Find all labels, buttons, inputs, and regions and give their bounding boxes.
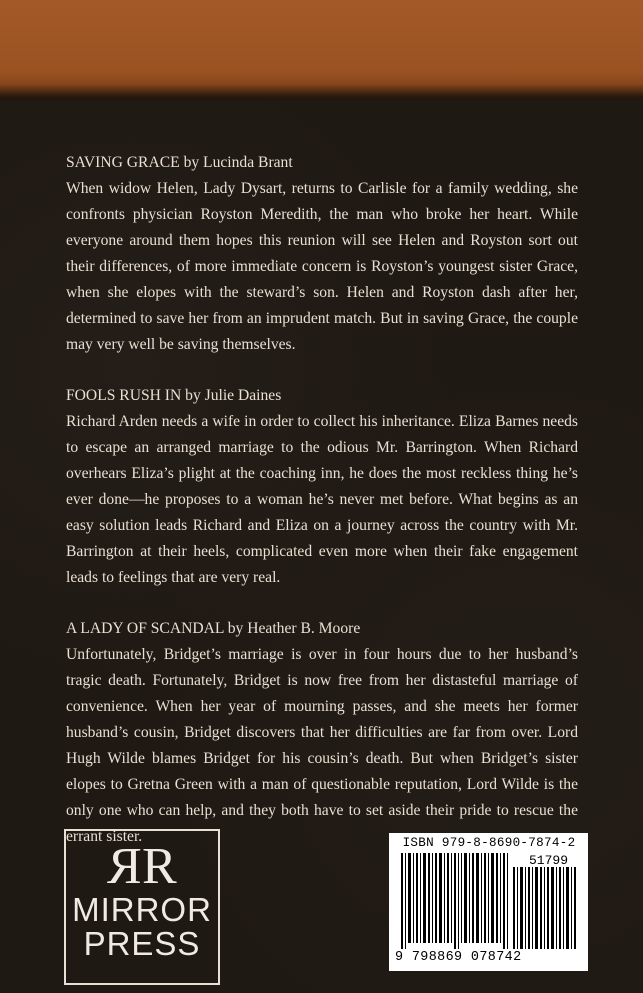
- book-author: by Heather B. Moore: [227, 620, 361, 637]
- book-entry-a-lady-of-scandal: [66, 616, 578, 850]
- book-author: by Julie Daines: [185, 387, 282, 404]
- book-author: by Lucinda Brant: [183, 154, 293, 171]
- book-title: SAVING GRACE: [66, 154, 180, 171]
- isbn-label: ISBN 979-8-8690-7874-2: [402, 836, 576, 850]
- mirror-press-logo: [64, 829, 220, 985]
- logo-line-press: PRESS: [83, 925, 201, 962]
- book-heading: [66, 150, 578, 176]
- blurb-section: [66, 150, 578, 875]
- book-heading: [66, 616, 578, 642]
- rr-monogram-normal: R: [142, 838, 175, 895]
- rr-monogram-mirrored: R: [109, 838, 142, 895]
- book-title: A LADY OF SCANDAL: [66, 620, 224, 637]
- rr-monogram: [66, 838, 218, 895]
- book-entry-fools-rush-in: [66, 383, 578, 591]
- book-entry-saving-grace: [66, 150, 578, 358]
- barcode-digits: 9 798869 078742: [395, 950, 522, 965]
- isbn-barcode: [389, 833, 588, 971]
- book-title: FOOLS RUSH IN: [66, 387, 182, 404]
- book-blurb: When widow Helen, Lady Dysart, returns to Carlisle for a family wedding, she confronts physician Royston Meredith, the man who broke her heart. While everyone around them hopes this reunion will see Helen and Royston sort out their differences, of more immediate concern is Royston’s youngest sister Grace, when she elopes with the steward’s son. Helen and Royston dash after her, determined to save her from an imprudent match. But in saving Grace, the couple may very well be saving themselves.: [66, 180, 578, 353]
- price-addon-code: 51799: [529, 853, 569, 868]
- book-heading: [66, 383, 578, 409]
- book-blurb: Richard Arden needs a wife in order to collect his inheritance. Eliza Barnes needs to escape an arranged marriage to the odious Mr. Barrington. When Richard overhears Eliza’s plight at the coaching inn, he does the most reckless thing he’s ever done—he proposes to a woman he’s never met before. What begins as an easy solution leads Richard and Eliza on a journey across the country with Mr. Barrington at their heels, complicated even more when their fake engagement leads to feelings that are very real.: [66, 413, 578, 586]
- logo-line-mirror: MIRROR: [72, 891, 212, 928]
- book-blurb: Unfortunately, Bridget’s marriage is over in four hours due to her husband’s tragic death. Fortunately, Bridget is now free from her distasteful marriage of convenience. When her year of mourning passes, and she meets her former husband’s cousin, Bridget discovers that her difficulties are far from over. Lord Hugh Wilde blames Bridget for his cousin’s death. But when Bridget’s sister elopes to Gretna Green with a man of questionable reputation, Lord Wilde is the only one who can help, and they both have to set aside their pride to rescue the errant sister.: [66, 646, 578, 845]
